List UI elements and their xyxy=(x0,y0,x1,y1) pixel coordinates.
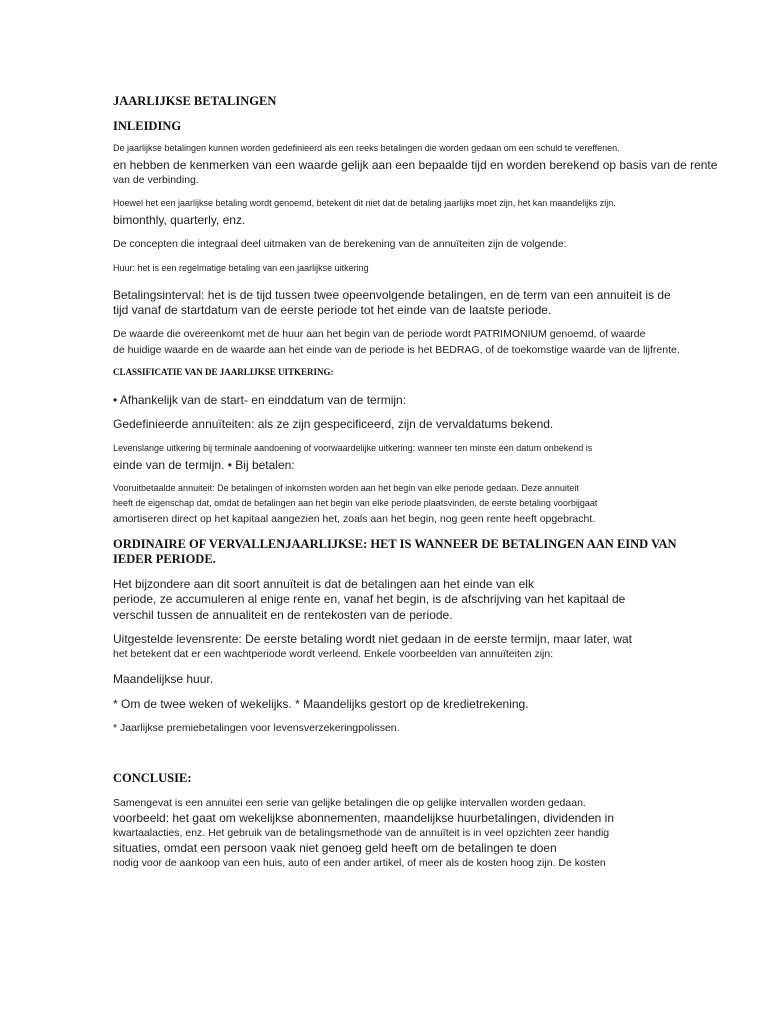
text-line: * Jaarlijkse premiebetalingen voor levensverzekeringpolissen. xyxy=(113,722,400,734)
text-line: het betekent dat er een wachtperiode wordt verleend. Enkele voorbeelden van annuïteiten zijn: xyxy=(113,648,554,660)
text-line: nodig voor de aankoop van een huis, auto of een ander artikel, of meer als de kosten hoog zijn. De kosten xyxy=(113,857,606,869)
text-line: situaties, omdat een persoon vaak niet genoeg geld heeft om de betalingen te doen xyxy=(113,841,557,855)
text-line: Uitgestelde levensrente: De eerste betaling wordt niet gedaan in de eerste termijn, maar later, wat xyxy=(113,632,632,646)
text-line: kwartaalacties, enz. Het gebruik van de betalingsmethode van de annuïteit is in veel opzichten zeer handig xyxy=(113,827,610,839)
text-line: Samengevat is een annuitei een serie van gelijke betalingen die op gelijke intervallen worden gedaan. xyxy=(113,797,586,809)
section-heading-ordinary: ORDINAIRE OF VERVALLENJAARLIJKSE: HET IS WANNEER DE BETALINGEN AAN EIND VAN xyxy=(113,537,677,551)
text-line: tijd vanaf de startdatum van de eerste periode tot het einde van de laatste periode. xyxy=(113,303,552,317)
section-heading-classification: CLASSIFICATIE VAN DE JAARLIJKSE UITKERING: xyxy=(113,367,334,377)
text-line: De waarde die overeenkomt met de huur aan het begin van de periode wordt PATRIMONIUM genoemd, of waarde xyxy=(113,328,646,340)
text-line: Vooruitbetaalde annuiteit: De betalingen of inkomsten worden aan het begin van elke periode gedaan. Deze annuiteit xyxy=(113,483,579,493)
text-line: periode, ze accumuleren al enige rente en, vanaf het begin, is de afschrijving van het kapitaal de xyxy=(113,592,626,606)
text-line: Betalingsinterval: het is de tijd tussen twee opeenvolgende betalingen, en de term van een annuiteit is de xyxy=(113,288,671,302)
text-line: Het bijzondere aan dit soort annuïteit is dat de betalingen aan het einde van elk xyxy=(113,577,534,591)
text-line: einde van de termijn. • Bij betalen: xyxy=(113,458,295,472)
text-line: bimonthly, quarterly, enz. xyxy=(113,213,246,227)
text-line: verschil tussen de annualiteit en de rentekosten van de periode. xyxy=(113,608,453,622)
bullet-line: • Afhankelijk van de start- en einddatum van de termijn: xyxy=(113,393,407,407)
section-heading-ordinary-cont: IEDER PERIODE. xyxy=(113,552,216,566)
text-line: voorbeeld: het gaat om wekelijkse abonnementen, maandelijkse huurbetalingen, dividenden in xyxy=(113,811,614,825)
text-line: * Om de twee weken of wekelijks. * Maandelijks gestort op de kredietrekening. xyxy=(113,697,529,711)
text-line: Gedefinieerde annuïteiten: als ze zijn gespecificeerd, zijn de vervaldatums bekend. xyxy=(113,417,554,431)
section-heading-intro: INLEIDING xyxy=(113,119,182,133)
section-heading-conclusion: CONCLUSIE: xyxy=(113,771,192,785)
text-line: de huidige waarde en de waarde aan het einde van de periode is het BEDRAG, of de toekomstige waarde van de lijfrente. xyxy=(113,344,680,356)
document-title: JAARLIJKSE BETALINGEN xyxy=(113,94,277,108)
text-line: en hebben de kenmerken van een waarde gelijk aan een bepaalde tijd en worden berekend op basis van de rente xyxy=(113,158,718,172)
text-line: Hoewel het een jaarlijkse betaling wordt genoemd, betekent dit niet dat de betaling jaarlijks moet zijn, het kan maandelijks zijn. xyxy=(113,198,616,208)
text-line: Levenslange uitkering bij terminale aandoening of voorwaardelijke uitkering: wanneer ten minste één datum onbekend is xyxy=(113,443,593,453)
text-line: Maandelijkse huur. xyxy=(113,672,214,686)
text-line: amortiseren direct op het kapitaal aangezien het, zoals aan het begin, nog geen rente heeft opgebracht. xyxy=(113,513,596,525)
text-line: heeft de eigenschap dat, omdat de betalingen aan het begin van elke periode plaatsvinden, de eerste betaling voorbijgaat xyxy=(113,498,598,508)
text-line: De concepten die integraal deel uitmaken van de berekening van de annuïteiten zijn de volgende: xyxy=(113,238,567,250)
text-line: Huur: het is een regelmatige betaling van een jaarlijkse uitkering xyxy=(113,263,369,273)
text-line: van de verbinding. xyxy=(113,174,199,186)
text-line: De jaarlijkse betalingen kunnen worden gedefinieerd als een reeks betalingen die worden gedaan om een schuld te vereffenen. xyxy=(113,143,620,153)
